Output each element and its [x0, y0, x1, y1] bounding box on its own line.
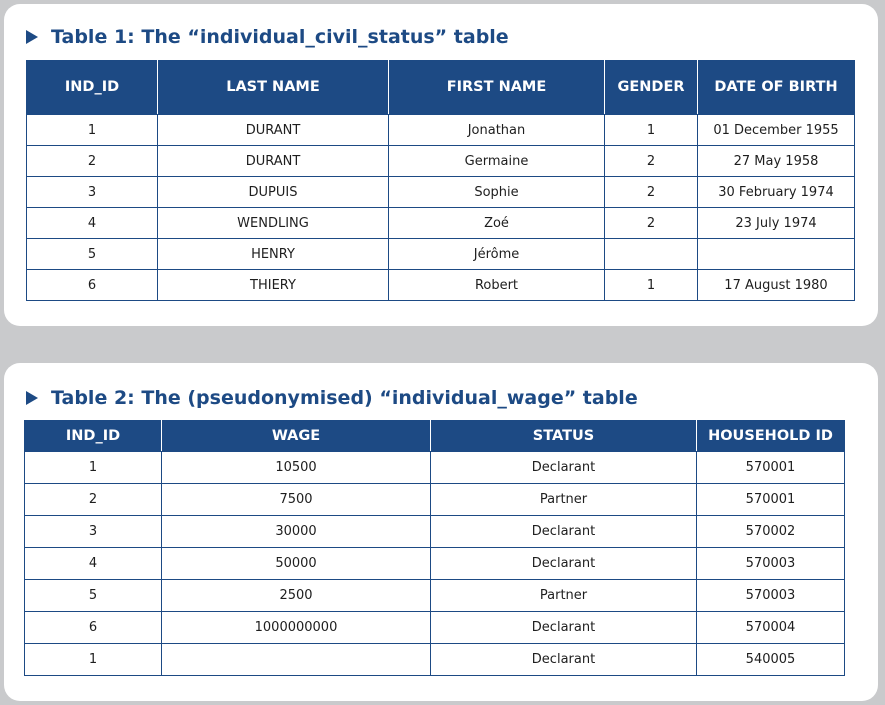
cell-wage: 30000: [162, 516, 431, 548]
table2-caption-text: Table 2: The (pseudonymised) “individual_wage” table: [51, 387, 638, 409]
triangle-bullet-icon: [26, 30, 38, 44]
cell-gender: 1: [605, 115, 698, 146]
cell-household-id: 570001: [697, 452, 845, 484]
table-row: [25, 548, 845, 580]
table-header-row: [25, 421, 845, 452]
cell-ind-id: 2: [25, 484, 162, 516]
cell-first-name: Robert: [389, 270, 605, 301]
cell-date-of-birth: [698, 239, 855, 270]
cell-gender: 2: [605, 177, 698, 208]
cell-date-of-birth: 27 May 1958: [698, 146, 855, 177]
cell-status: Declarant: [431, 548, 697, 580]
cell-ind-id: 1: [25, 452, 162, 484]
cell-first-name: Jonathan: [389, 115, 605, 146]
cell-household-id: 570004: [697, 612, 845, 644]
table1-caption-text: Table 1: The “individual_civil_status” table: [51, 26, 509, 48]
cell-date-of-birth: 30 February 1974: [698, 177, 855, 208]
column-header-gender: GENDER: [605, 61, 698, 115]
column-header-household-id: HOUSEHOLD ID: [697, 421, 845, 452]
table-row: [27, 239, 855, 270]
cell-first-name: Germaine: [389, 146, 605, 177]
cell-last-name: DURANT: [158, 115, 389, 146]
cell-household-id: 570003: [697, 548, 845, 580]
table1-caption: [26, 26, 509, 48]
table-row: [27, 115, 855, 146]
individual-civil-status-table: [26, 60, 855, 301]
cell-status: Declarant: [431, 452, 697, 484]
column-header-first-name: FIRST NAME: [389, 61, 605, 115]
cell-ind-id: 3: [27, 177, 158, 208]
column-header-wage: WAGE: [162, 421, 431, 452]
column-header-last-name: LAST NAME: [158, 61, 389, 115]
cell-date-of-birth: 17 August 1980: [698, 270, 855, 301]
cell-first-name: Sophie: [389, 177, 605, 208]
cell-last-name: WENDLING: [158, 208, 389, 239]
cell-gender: 1: [605, 270, 698, 301]
cell-status: Declarant: [431, 644, 697, 676]
individual-wage-table: [24, 420, 845, 676]
cell-ind-id: 2: [27, 146, 158, 177]
column-header-ind-id: IND_ID: [25, 421, 162, 452]
cell-wage: [162, 644, 431, 676]
table-row: [25, 644, 845, 676]
cell-date-of-birth: 01 December 1955: [698, 115, 855, 146]
table-row: [25, 516, 845, 548]
cell-gender: 2: [605, 146, 698, 177]
table-header-row: [27, 61, 855, 115]
cell-status: Declarant: [431, 516, 697, 548]
table-row: [27, 177, 855, 208]
column-header-ind-id: IND_ID: [27, 61, 158, 115]
cell-last-name: DURANT: [158, 146, 389, 177]
table1-panel: [4, 4, 878, 326]
cell-ind-id: 6: [25, 612, 162, 644]
table-row: [27, 146, 855, 177]
table-row: [27, 208, 855, 239]
cell-ind-id: 4: [27, 208, 158, 239]
table-row: [27, 270, 855, 301]
cell-ind-id: 5: [27, 239, 158, 270]
table2-caption: [26, 387, 638, 409]
cell-ind-id: 6: [27, 270, 158, 301]
column-header-date-of-birth: DATE OF BIRTH: [698, 61, 855, 115]
cell-ind-id: 4: [25, 548, 162, 580]
cell-household-id: 570003: [697, 580, 845, 612]
cell-household-id: 570002: [697, 516, 845, 548]
table-row: [25, 484, 845, 516]
cell-wage: 7500: [162, 484, 431, 516]
cell-ind-id: 1: [27, 115, 158, 146]
cell-last-name: DUPUIS: [158, 177, 389, 208]
table2-panel: [4, 363, 878, 701]
cell-ind-id: 1: [25, 644, 162, 676]
cell-wage: 50000: [162, 548, 431, 580]
table-row: [25, 452, 845, 484]
cell-wage: 1000000000: [162, 612, 431, 644]
cell-ind-id: 5: [25, 580, 162, 612]
column-header-status: STATUS: [431, 421, 697, 452]
cell-wage: 10500: [162, 452, 431, 484]
cell-first-name: Zoé: [389, 208, 605, 239]
triangle-bullet-icon: [26, 391, 38, 405]
cell-wage: 2500: [162, 580, 431, 612]
cell-last-name: HENRY: [158, 239, 389, 270]
table-row: [25, 612, 845, 644]
cell-gender: [605, 239, 698, 270]
cell-last-name: THIERY: [158, 270, 389, 301]
cell-date-of-birth: 23 July 1974: [698, 208, 855, 239]
table-row: [25, 580, 845, 612]
cell-status: Partner: [431, 580, 697, 612]
cell-status: Declarant: [431, 612, 697, 644]
cell-household-id: 540005: [697, 644, 845, 676]
cell-status: Partner: [431, 484, 697, 516]
cell-first-name: Jérôme: [389, 239, 605, 270]
cell-ind-id: 3: [25, 516, 162, 548]
cell-household-id: 570001: [697, 484, 845, 516]
cell-gender: 2: [605, 208, 698, 239]
